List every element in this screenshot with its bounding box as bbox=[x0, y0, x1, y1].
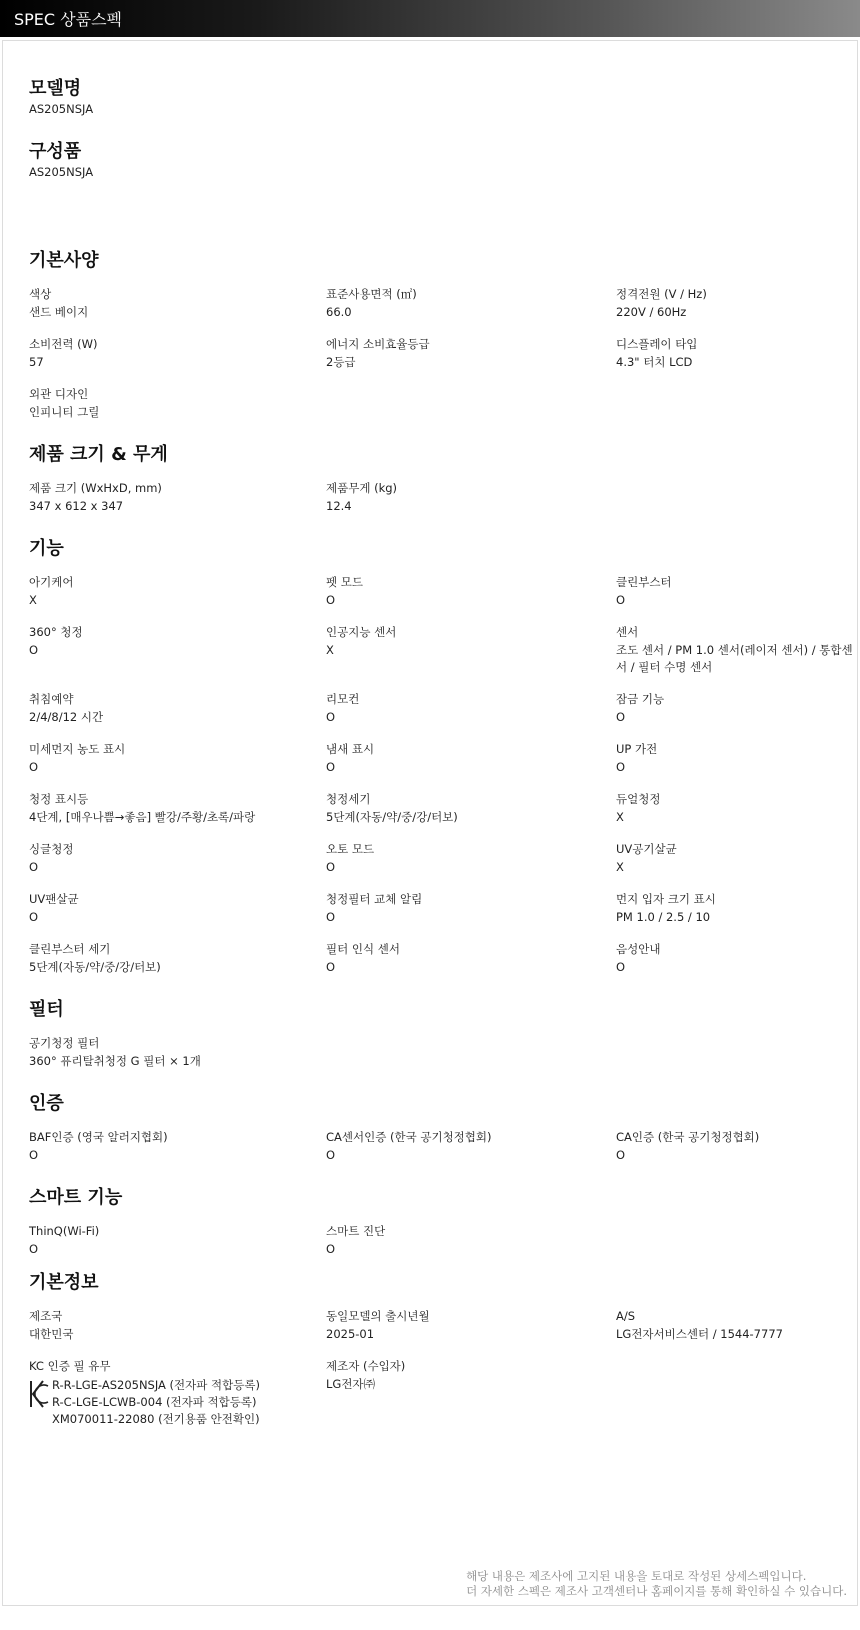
spec-item bbox=[326, 741, 616, 776]
spec-value: O bbox=[29, 760, 39, 774]
spec-label: 디스플레이 타입 bbox=[616, 337, 698, 351]
components-block bbox=[29, 141, 857, 180]
spec-value: O bbox=[616, 1148, 626, 1162]
spec-label: 센서 bbox=[616, 625, 639, 639]
spec-value: O bbox=[616, 760, 626, 774]
spec-value: 2등급 bbox=[326, 355, 356, 369]
spec-value: 대한민국 bbox=[29, 1327, 74, 1341]
spec-label: 색상 bbox=[29, 287, 52, 301]
spec-item bbox=[326, 1223, 616, 1258]
spec-label: 음성안내 bbox=[616, 942, 661, 956]
spec-label: UP 가전 bbox=[616, 742, 658, 756]
spec-value: O bbox=[326, 960, 336, 974]
section-title: 필터 bbox=[29, 999, 64, 1020]
spec-item bbox=[29, 480, 326, 515]
spec-item bbox=[29, 891, 326, 926]
spec-item bbox=[616, 891, 856, 926]
spec-item bbox=[29, 1035, 326, 1070]
spec-value: LG전자㈜ bbox=[326, 1377, 376, 1391]
section-title: 기본정보 bbox=[29, 1272, 99, 1293]
section-title: 제품 크기 & 무게 bbox=[29, 444, 168, 465]
spec-item bbox=[326, 841, 616, 876]
spec-label: 제조자 (수입자) bbox=[326, 1359, 406, 1373]
spec-label: 제조국 bbox=[29, 1309, 63, 1323]
spec-value: 12.4 bbox=[326, 499, 352, 513]
spec-value: O bbox=[326, 760, 336, 774]
spec-value: 조도 센서 / PM 1.0 센서(레이저 센서) / 통합센서 / 필터 수명 센서 bbox=[616, 643, 853, 674]
kc-cert-line: R-C-LGE-LCWB-004 (전자파 적합등록) bbox=[52, 1395, 257, 1409]
spec-value: 샌드 베이지 bbox=[29, 305, 89, 319]
kc-mark-icon bbox=[29, 1377, 49, 1411]
spec-label: 클린부스터 bbox=[616, 575, 672, 589]
spec-value: O bbox=[616, 960, 626, 974]
kc-cert-line: R-R-LGE-AS205NSJA (전자파 적합등록) bbox=[52, 1378, 260, 1392]
spec-item bbox=[326, 691, 616, 726]
spec-label: 클린부스터 세기 bbox=[29, 942, 111, 956]
model-name-heading: 모델명 bbox=[29, 78, 82, 99]
spec-label: 잠금 기능 bbox=[616, 692, 665, 706]
spec-label: 인공지능 센서 bbox=[326, 625, 397, 639]
components-heading: 구성품 bbox=[29, 141, 82, 162]
spec-item bbox=[29, 691, 326, 726]
components-value: AS205NSJA bbox=[29, 165, 94, 179]
spec-header-title: SPEC 상품스펙 bbox=[14, 10, 122, 29]
spec-section bbox=[3, 538, 857, 976]
spec-item bbox=[616, 574, 856, 609]
spec-label: 취침예약 bbox=[29, 692, 74, 706]
model-name-value: AS205NSJA bbox=[29, 102, 94, 116]
spec-value: 4단계, [매우나쁨→좋음] 빨강/주황/초록/파랑 bbox=[29, 810, 256, 824]
spec-item bbox=[326, 1129, 616, 1164]
footnote bbox=[466, 1569, 847, 1599]
spec-value: O bbox=[29, 910, 39, 924]
spec-value: O bbox=[29, 1148, 39, 1162]
spec-label: 외관 디자인 bbox=[29, 387, 89, 401]
section-title: 기능 bbox=[29, 538, 64, 559]
spec-item bbox=[326, 574, 616, 609]
spec-section bbox=[3, 444, 857, 515]
spec-item bbox=[29, 741, 326, 776]
spec-section bbox=[3, 1187, 857, 1258]
spec-label: 리모컨 bbox=[326, 692, 360, 706]
spec-label: 소비전력 (W) bbox=[29, 337, 98, 351]
spec-label: BAF인증 (영국 알러지협회) bbox=[29, 1130, 168, 1144]
spec-value: 360° 퓨리탈취청정 G 필터 × 1개 bbox=[29, 1054, 201, 1068]
spec-item bbox=[29, 574, 326, 609]
spec-item bbox=[616, 336, 856, 371]
spec-item bbox=[326, 941, 616, 976]
spec-label: 오토 모드 bbox=[326, 842, 375, 856]
spec-value: X bbox=[326, 643, 334, 657]
spec-value: O bbox=[326, 710, 336, 724]
spec-value: PM 1.0 / 2.5 / 10 bbox=[616, 910, 711, 924]
spec-value: 5단계(자동/약/중/강/터보) bbox=[29, 960, 161, 974]
spec-label: 필터 인식 센서 bbox=[326, 942, 400, 956]
spec-value: O bbox=[326, 910, 336, 924]
spec-item bbox=[326, 791, 616, 826]
spec-label: 제품 크기 (WxHxD, mm) bbox=[29, 481, 162, 495]
spec-label: ThinQ(Wi-Fi) bbox=[29, 1224, 100, 1238]
spec-label: 제품무게 (kg) bbox=[326, 481, 398, 495]
kc-cert-label: KC 인증 필 유무 bbox=[29, 1359, 111, 1373]
spec-label: 정격전원 (V / Hz) bbox=[616, 287, 707, 301]
spec-item bbox=[616, 1308, 856, 1343]
spec-label: 싱글청정 bbox=[29, 842, 74, 856]
spec-value: O bbox=[29, 860, 39, 874]
spec-item bbox=[29, 1308, 326, 1343]
kc-cert-item bbox=[29, 1358, 326, 1428]
spec-value: 4.3" 터치 LCD bbox=[616, 355, 693, 369]
kc-cert-line: XM070011-22080 (전기용품 안전확인) bbox=[52, 1412, 260, 1426]
spec-item bbox=[29, 841, 326, 876]
spec-item bbox=[616, 286, 856, 321]
spec-item bbox=[616, 741, 856, 776]
spec-value: X bbox=[616, 860, 624, 874]
spec-value: O bbox=[326, 593, 336, 607]
spec-item bbox=[29, 791, 326, 826]
spec-item bbox=[326, 480, 616, 515]
spec-item bbox=[326, 624, 616, 676]
spec-label: 에너지 소비효율등급 bbox=[326, 337, 430, 351]
spec-item bbox=[29, 336, 326, 371]
spec-item bbox=[29, 1129, 326, 1164]
spec-item bbox=[326, 1308, 616, 1343]
spec-value: 66.0 bbox=[326, 305, 352, 319]
spec-item bbox=[29, 286, 326, 321]
spec-item bbox=[29, 941, 326, 976]
spec-value: X bbox=[29, 593, 37, 607]
spec-item bbox=[326, 891, 616, 926]
spec-value: X bbox=[616, 810, 624, 824]
spec-label: 청정 표시등 bbox=[29, 792, 89, 806]
spec-value: O bbox=[326, 860, 336, 874]
spec-item bbox=[616, 691, 856, 726]
spec-item bbox=[326, 1358, 616, 1428]
spec-label: CA센서인증 (한국 공기청정협회) bbox=[326, 1130, 492, 1144]
spec-label: CA인증 (한국 공기청정협회) bbox=[616, 1130, 760, 1144]
spec-value: 347 x 612 x 347 bbox=[29, 499, 124, 513]
spec-label: 먼지 입자 크기 표시 bbox=[616, 892, 716, 906]
spec-value: O bbox=[616, 593, 626, 607]
spec-label: 스마트 진단 bbox=[326, 1224, 386, 1238]
spec-item bbox=[29, 1223, 326, 1258]
spec-item bbox=[616, 791, 856, 826]
spec-label: 동일모델의 출시년월 bbox=[326, 1309, 430, 1323]
spec-item bbox=[29, 624, 326, 676]
footnote-line: 더 자세한 스펙은 제조사 고객센터나 홈페이지를 통해 확인하실 수 있습니다. bbox=[466, 1584, 847, 1598]
spec-value: LG전자서비스센터 / 1544-7777 bbox=[616, 1327, 783, 1341]
spec-item bbox=[616, 841, 856, 876]
section-title: 스마트 기능 bbox=[29, 1187, 123, 1208]
section-basic-info bbox=[3, 1272, 857, 1428]
spec-label: 청정필터 교체 알림 bbox=[326, 892, 423, 906]
spec-label: A/S bbox=[616, 1309, 636, 1323]
spec-value: O bbox=[326, 1148, 336, 1162]
spec-label: UV공기살균 bbox=[616, 842, 677, 856]
spec-value: 5단계(자동/약/중/강/터보) bbox=[326, 810, 458, 824]
spec-value: 2025-01 bbox=[326, 1327, 375, 1341]
spec-item bbox=[326, 286, 616, 321]
spec-value: O bbox=[326, 1242, 336, 1256]
spec-value: O bbox=[616, 710, 626, 724]
spec-label: 미세먼지 농도 표시 bbox=[29, 742, 126, 756]
spec-section bbox=[3, 250, 857, 421]
spec-value: O bbox=[29, 1242, 39, 1256]
spec-item bbox=[616, 624, 856, 676]
spec-item bbox=[616, 941, 856, 976]
spec-item bbox=[616, 1129, 856, 1164]
spec-label: 청정세기 bbox=[326, 792, 371, 806]
spec-label: 아기케어 bbox=[29, 575, 74, 589]
spec-section bbox=[3, 1093, 857, 1164]
spec-label: 듀얼청정 bbox=[616, 792, 661, 806]
spec-value: 2/4/8/12 시간 bbox=[29, 710, 104, 724]
spec-label: 펫 모드 bbox=[326, 575, 363, 589]
model-name-block bbox=[29, 78, 857, 117]
footnote-line: 해당 내용은 제조사에 고지된 내용을 토대로 작성된 상세스펙입니다. bbox=[466, 1569, 807, 1583]
spec-label: UV팬살균 bbox=[29, 892, 79, 906]
spec-header-bar bbox=[0, 0, 860, 37]
section-title: 기본사양 bbox=[29, 250, 99, 271]
spec-panel bbox=[2, 40, 858, 1606]
spec-section bbox=[3, 999, 857, 1070]
spec-value: O bbox=[29, 643, 39, 657]
spec-value: 57 bbox=[29, 355, 44, 369]
spec-item bbox=[326, 336, 616, 371]
spec-label: 공기청정 필터 bbox=[29, 1036, 100, 1050]
spec-label: 360° 청정 bbox=[29, 625, 83, 639]
spec-value: 220V / 60Hz bbox=[616, 305, 687, 319]
spec-value: 인피니티 그릴 bbox=[29, 405, 100, 419]
spec-label: 표준사용면적 (㎡) bbox=[326, 287, 417, 301]
spec-item bbox=[29, 386, 326, 421]
section-title: 인증 bbox=[29, 1093, 64, 1114]
spec-label: 냄새 표시 bbox=[326, 742, 375, 756]
